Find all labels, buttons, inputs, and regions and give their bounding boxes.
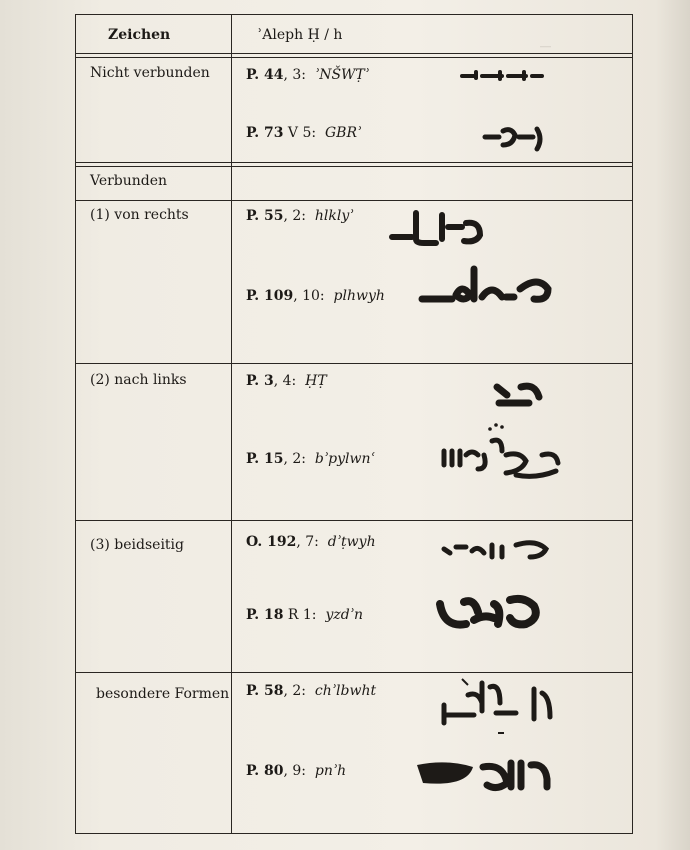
script-sample-image [436, 415, 566, 485]
entry-ref: P. 109, 10: plhwyh [246, 288, 385, 304]
header-zeichen: Zeichen [108, 27, 171, 43]
entry-ref: P. 73 V 5: GBRʾ [246, 125, 362, 141]
entry-ref: P. 3, 4: ḤṬ [246, 373, 327, 389]
row-label-nach-links: (2) nach links [90, 372, 187, 388]
entry-ref: P. 80, 9: pnʾh [246, 763, 347, 779]
entry-ref: O. 192, 7: dʾṭwyh [246, 534, 376, 550]
column-divider [231, 15, 232, 833]
row-rule [76, 363, 632, 364]
entry-ref: P. 15, 2: bʾpylwnʿ [246, 451, 375, 467]
row-label-von-rechts: (1) von rechts [90, 207, 189, 223]
row-rule [76, 200, 632, 201]
script-sample-image [438, 673, 563, 751]
entry-ref: P. 44, 3: ʾNŠWṬʾ [246, 67, 370, 83]
script-sample-image [438, 535, 558, 565]
script-sample-image [491, 377, 551, 411]
row-label-nicht-verbunden: Nicht verbunden [90, 65, 210, 81]
row-rule [76, 520, 632, 521]
entry-ref: P. 18 R 1: yzdʾn [246, 607, 364, 623]
script-sample-image [416, 257, 556, 313]
script-sample-image [411, 753, 561, 801]
entry-ref: P. 58, 2: chʾlbwht [246, 683, 377, 699]
script-sample-image [481, 123, 551, 155]
entry-ref: P. 55, 2: hlklyʾ [246, 208, 354, 224]
row-label-verbunden: Verbunden [90, 173, 168, 189]
script-sample-image [434, 590, 554, 638]
header-rule [76, 53, 632, 54]
row-label-besondere-formen: besondere Formen [96, 686, 230, 702]
header-aleph: ʾAleph Ḥ / h [258, 27, 343, 43]
show-through: ― [540, 40, 551, 53]
script-table [75, 14, 633, 834]
script-sample-image [386, 205, 486, 255]
row-rule [76, 162, 632, 163]
row-label-beidseitig: (3) beidseitig [90, 537, 184, 553]
script-sample-image [456, 67, 546, 87]
